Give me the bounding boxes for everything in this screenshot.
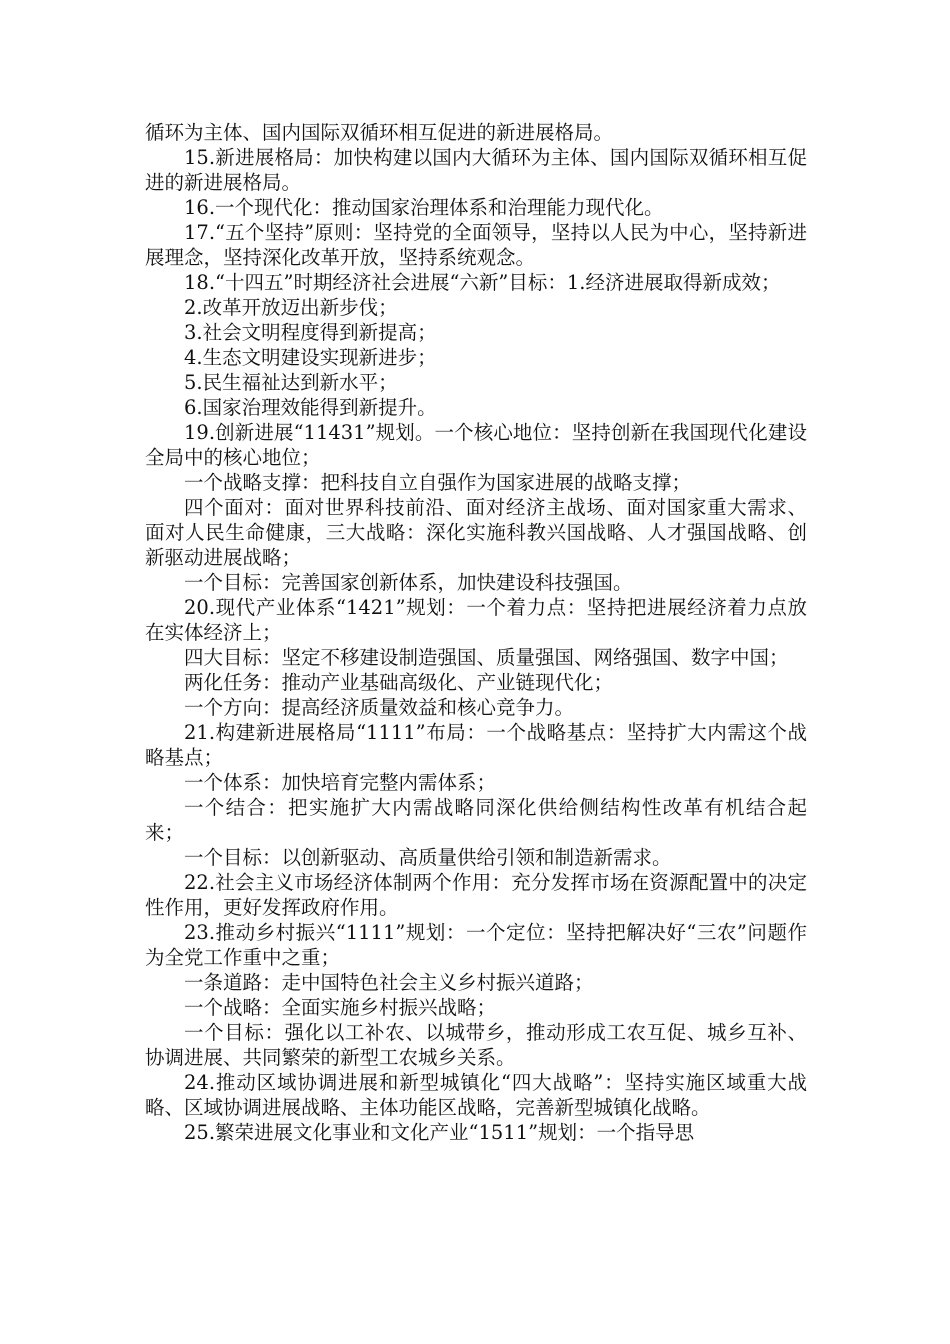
paragraph: 一个方向：提高经济质量效益和核心竞争力。 xyxy=(184,696,575,719)
paragraph: 18.“十四五”时期经济社会进展“六新”目标：1.经济进展取得新成效； xyxy=(184,271,781,294)
paragraph: 一个体系：加快培育完整内需体系； xyxy=(184,771,497,794)
paragraph: 一个目标：以创新驱动、高质量供给引领和制造新需求。 xyxy=(184,846,672,869)
paragraph: 2.改革开放迈出新步伐； xyxy=(184,296,398,319)
paragraph: 四大目标：坚定不移建设制造强国、质量强国、网络强国、数字中国； xyxy=(184,646,789,669)
paragraph: 一个目标：强化以工补农、以城带乡，推动形成工农互促、城乡互补、协调进展、共同繁荣的新型工农城乡关系。 xyxy=(145,1021,807,1069)
paragraph: 6.国家治理效能得到新提升。 xyxy=(184,396,437,419)
paragraph: 20.现代产业体系“1421”规划：一个着力点：坚持把进展经济着力点放在实体经济上； xyxy=(145,596,807,644)
paragraph: 一个目标：完善国家创新体系，加快建设科技强国。 xyxy=(184,571,633,594)
paragraph: 5.民生福祉达到新水平； xyxy=(184,371,398,394)
paragraph: 一个战略支撑：把科技自立自强作为国家进展的战略支撑； xyxy=(184,471,692,494)
paragraph: 3.社会文明程度得到新提高； xyxy=(184,321,437,344)
paragraph: 一个战略：全面实施乡村振兴战略； xyxy=(184,996,497,1019)
paragraph: 一个结合：把实施扩大内需战略同深化供给侧结构性改革有机结合起来； xyxy=(145,796,807,844)
paragraph: 16.一个现代化：推动国家治理体系和治理能力现代化。 xyxy=(184,196,664,219)
paragraph: 两化任务：推动产业基础高级化、产业链现代化； xyxy=(184,671,614,694)
paragraph: 一条道路：走中国特色社会主义乡村振兴道路； xyxy=(184,971,594,994)
paragraph: 15.新进展格局：加快构建以国内大循环为主体、国内国际双循环相互促进的新进展格局。 xyxy=(145,146,807,194)
paragraph: 23.推动乡村振兴“1111”规划：一个定位：坚持把解决好“三农”问题作为全党工作重中之重； xyxy=(145,921,807,969)
paragraph: 4.生态文明建设实现新进步； xyxy=(184,346,437,369)
paragraph: 22.社会主义市场经济体制两个作用：充分发挥市场在资源配置中的决定性作用，更好发挥政府作用。 xyxy=(145,871,807,919)
paragraph: 四个面对：面对世界科技前沿、面对经济主战场、面对国家重大需求、面对人民生命健康，三大战略：深化实施科教兴国战略、人才强国战略、创新驱动进展战略； xyxy=(145,496,807,569)
paragraph: 24.推动区域协调进展和新型城镇化“四大战略”：坚持实施区域重大战略、区域协调进展战略、主体功能区战略，完善新型城镇化战略。 xyxy=(145,1071,807,1119)
paragraph: 21.构建新进展格局“1111”布局：一个战略基点：坚持扩大内需这个战略基点； xyxy=(145,721,807,769)
paragraph: 循环为主体、国内国际双循环相互促进的新进展格局。 xyxy=(145,121,614,144)
paragraph: 17.“五个坚持”原则：坚持党的全面领导，坚持以人民为中心，坚持新进展理念，坚持深化改革开放，坚持系统观念。 xyxy=(145,221,807,269)
document-body xyxy=(145,120,807,1145)
paragraph: 19.创新进展“11431”规划。一个核心地位：坚持创新在我国现代化建设全局中的核心地位； xyxy=(145,421,807,469)
paragraph: 25.繁荣进展文化事业和文化产业“1511”规划：一个指导思 xyxy=(184,1121,695,1144)
